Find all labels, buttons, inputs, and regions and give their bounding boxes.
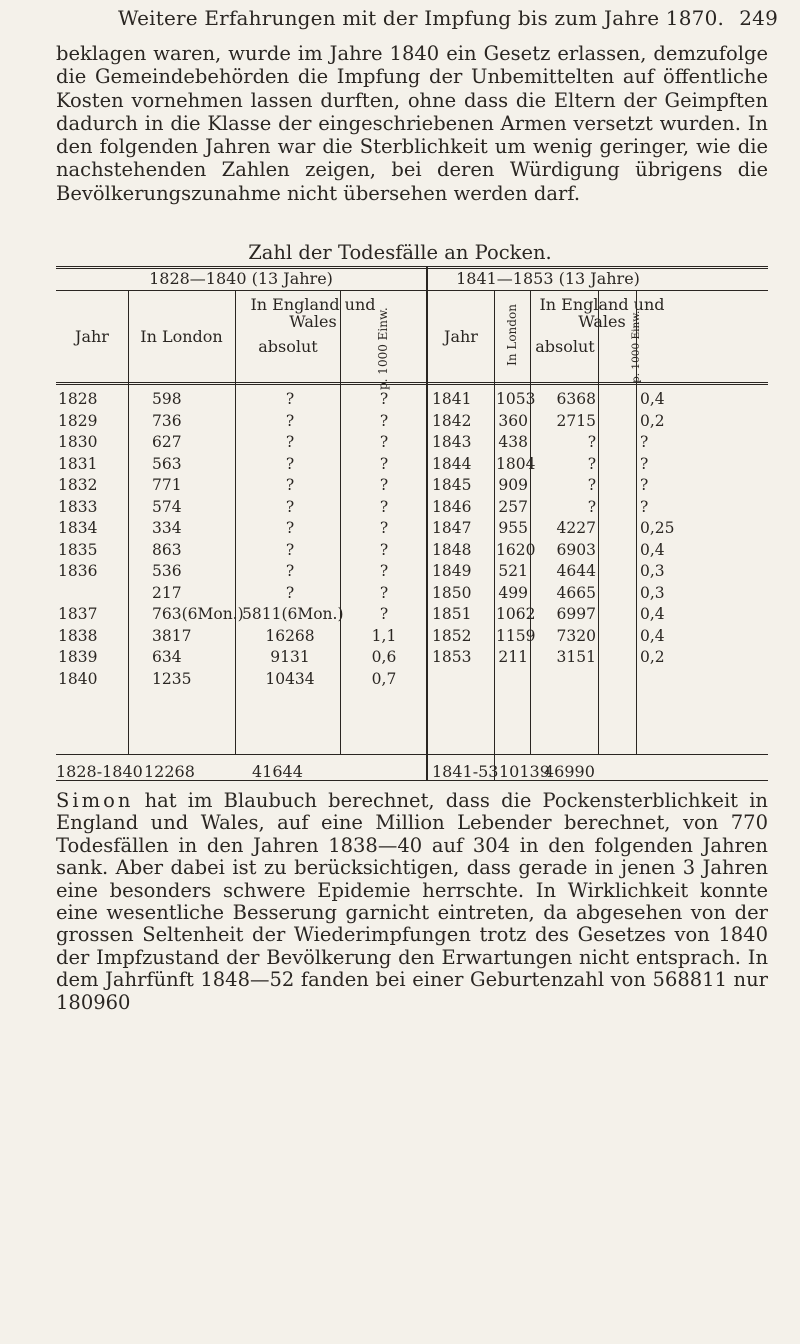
left-cell-jahr: 1837 xyxy=(58,605,98,623)
right-cell-absolut: 4644 xyxy=(556,562,596,580)
right-table-row xyxy=(56,648,768,669)
totals-left-london: 12268 xyxy=(144,762,195,781)
left-cell-pm: ? xyxy=(379,433,389,451)
left-cell-pm: ? xyxy=(379,390,389,408)
right-cell-absolut: 7320 xyxy=(556,626,596,645)
page-number: 249 xyxy=(739,6,778,30)
left-cell-london: 598 xyxy=(152,390,182,408)
col-header-england-right: In England und Wales xyxy=(539,295,665,331)
left-cell-jahr: 1828 xyxy=(58,390,98,408)
right-cell-pm: 0,2 xyxy=(640,648,665,666)
left-cell-london: 634 xyxy=(152,648,182,666)
right-cell-absolut: ? xyxy=(587,497,596,516)
totals-top-rule xyxy=(56,754,768,755)
period-header-rule xyxy=(56,290,768,291)
left-cell-london: 1235 xyxy=(152,669,192,688)
right-cell-pm: 0,3 xyxy=(640,583,665,602)
totals-left-absolut: 41644 xyxy=(252,762,303,781)
right-cell-absolut: 4227 xyxy=(556,519,596,537)
left-cell-pm: 0,6 xyxy=(371,648,397,666)
right-cell-pm: 0,3 xyxy=(640,562,665,580)
left-cell-london: 627 xyxy=(152,433,182,451)
intro-paragraph: beklagen waren, wurde im Jahre 1840 ein Gesetz erlassen, demzufolge die Gemeindebehörden die Impfung der Unbemittelten auf öffentliche Kosten vornehmen lassen durften, ohne dass die Eltern der Geimpften dadurch in die Klasse der eingeschriebenen Armen versetzt wurden. In den folgenden Jahren war die Sterblichkeit um wenig geringer, wie die nachstehenden Zahlen zeigen, bei deren Würdigung übrigens die Bevölkerungszunahme nicht übersehen werden darf. xyxy=(56,42,768,205)
right-cell-london: 909 xyxy=(498,476,528,494)
left-cell-pm: ? xyxy=(379,497,389,516)
right-cell-jahr: 1843 xyxy=(432,433,472,451)
left-cell-pm: ? xyxy=(379,540,389,559)
col-header-jahr-right: Jahr xyxy=(444,327,478,346)
right-cell-jahr: 1841 xyxy=(432,390,472,408)
right-cell-jahr: 1849 xyxy=(432,562,472,580)
left-cell-pm: 0,7 xyxy=(371,669,397,688)
left-cell-london: 863 xyxy=(152,540,182,559)
col-header-per-mille-right: p. 1000 Einw. xyxy=(630,310,642,383)
running-head-title: Weitere Erfahrungen mit der Impfung bis zum Jahre 1870. xyxy=(118,6,725,30)
right-cell-absolut: ? xyxy=(587,476,596,494)
left-cell-pm: ? xyxy=(379,476,389,494)
left-cell-absolut: ? xyxy=(285,497,295,516)
totals-right-absolut: 46990 xyxy=(544,762,595,781)
left-cell-pm: ? xyxy=(379,583,389,602)
right-cell-london: 211 xyxy=(498,648,528,666)
closing-paragraph xyxy=(56,790,768,1014)
right-cell-absolut: 2715 xyxy=(556,411,596,430)
right-cell-jahr: 1852 xyxy=(432,626,472,645)
left-cell-jahr: 1836 xyxy=(58,562,98,580)
col-header-absolut-right: absolut xyxy=(535,337,595,356)
right-cell-london: 499 xyxy=(498,583,528,602)
right-cell-pm: ? xyxy=(640,433,649,451)
closing-text: hat im Blaubuch berechnet, dass die Pockensterblichkeit in England und Wales, auf eine Million Lebender berechnet, von 770 Todesfällen in den Jahren 1838—40 auf 304 in den folgenden Jahren sank. Aber dabei ist zu berücksichtigen, dass gerade in jenen 3 Jahren eine besonders schwere Epidemie herrschte. In Wirklichkeit konnte eine wesentliche Besserung garnicht eintreten, da abgesehen von der grossen Seltenheit der Wiederimpfungen trotz des Gesetzes von 1840 der Impfzustand der Bevölkerung den Erwartungen nicht entsprach. In dem Jahrfünft 1848—52 fanden bei einer Geburtenzahl von 568811 nur 180960 xyxy=(56,789,768,1014)
left-cell-absolut: ? xyxy=(285,476,295,494)
totals-right-label: 1841-53 xyxy=(432,762,499,781)
left-cell-london: 3817 xyxy=(152,626,192,645)
right-table-row xyxy=(56,605,768,626)
right-cell-pm: 0,4 xyxy=(640,626,665,645)
left-cell-absolut: 10434 xyxy=(265,669,315,688)
smallpox-deaths-table xyxy=(56,266,768,782)
right-cell-jahr: 1844 xyxy=(432,454,472,473)
left-cell-pm: ? xyxy=(379,454,389,473)
left-cell-london: 771 xyxy=(152,476,182,494)
right-table-row xyxy=(56,498,768,519)
right-table-row xyxy=(56,433,768,454)
col-header-london-right: In London xyxy=(505,304,519,366)
col-header-london: In London xyxy=(140,327,223,346)
right-cell-london: 1804 xyxy=(496,454,536,473)
right-cell-london: 521 xyxy=(498,562,528,580)
right-cell-pm: 0,2 xyxy=(640,411,665,430)
right-cell-jahr: 1850 xyxy=(432,583,472,602)
left-cell-london: 334 xyxy=(152,519,182,537)
left-cell-pm: ? xyxy=(379,411,389,430)
left-cell-pm: 1,1 xyxy=(371,626,397,645)
right-table-row xyxy=(56,390,768,411)
right-cell-jahr: 1846 xyxy=(432,497,472,516)
left-cell-absolut: ? xyxy=(285,433,295,451)
left-cell-absolut: ? xyxy=(285,390,295,408)
left-cell-pm: ? xyxy=(379,562,389,580)
left-cell-absolut: 16268 xyxy=(265,626,315,645)
left-cell-absolut: ? xyxy=(285,540,295,559)
right-cell-london: 1620 xyxy=(496,540,536,559)
left-cell-jahr: 1840 xyxy=(58,669,98,688)
right-cell-absolut: ? xyxy=(587,433,596,451)
right-cell-jahr: 1847 xyxy=(432,519,472,537)
left-cell-absolut: 5811(6Mon.) xyxy=(242,605,344,623)
right-cell-london: 360 xyxy=(498,411,528,430)
right-cell-london: 1159 xyxy=(496,626,536,645)
right-cell-jahr: 1851 xyxy=(432,605,472,623)
right-cell-jahr: 1853 xyxy=(432,648,472,666)
right-cell-absolut: 6903 xyxy=(556,540,596,559)
right-table-row xyxy=(56,584,768,605)
col-header-per-mille: p. 1000 Einw. xyxy=(376,307,390,390)
left-cell-absolut: ? xyxy=(285,562,295,580)
totals-left-label: 1828-1840 xyxy=(56,762,143,781)
left-cell-jahr: 1839 xyxy=(58,648,98,666)
right-table-row xyxy=(56,455,768,476)
right-cell-jahr: 1848 xyxy=(432,540,472,559)
col-header-england: In England und Wales xyxy=(250,295,376,331)
left-cell-jahr: 1831 xyxy=(58,454,98,473)
right-period-header: 1841—1853 (13 Jahre) xyxy=(456,269,640,288)
right-cell-pm: ? xyxy=(640,497,649,516)
left-cell-pm: ? xyxy=(379,519,389,537)
left-cell-jahr: 1830 xyxy=(58,433,98,451)
right-table-row xyxy=(56,562,768,583)
col-header-absolut: absolut xyxy=(258,337,318,356)
left-cell-absolut: ? xyxy=(285,583,295,602)
table-caption: Zahl der Todesfälle an Pocken. xyxy=(248,241,552,264)
right-cell-london: 1053 xyxy=(496,390,536,408)
right-table-row xyxy=(56,541,768,562)
left-cell-jahr: 1833 xyxy=(58,497,98,516)
right-cell-absolut: 6368 xyxy=(556,390,596,408)
author-name: Simon xyxy=(56,789,134,812)
left-period-header: 1828—1840 (13 Jahre) xyxy=(149,269,333,288)
right-cell-pm: 0,4 xyxy=(640,540,665,559)
col-header-jahr: Jahr xyxy=(75,327,109,346)
right-cell-pm: 0,4 xyxy=(640,605,665,623)
left-cell-absolut: 9131 xyxy=(270,648,310,666)
left-cell-london: 763(6Mon.) xyxy=(152,605,244,623)
right-cell-jahr: 1845 xyxy=(432,476,472,494)
left-cell-london: 736 xyxy=(152,411,182,430)
left-cell-london: 563 xyxy=(152,454,182,473)
right-cell-absolut: ? xyxy=(587,454,596,473)
right-cell-london: 1062 xyxy=(496,605,536,623)
left-table-row xyxy=(56,670,768,691)
right-cell-london: 955 xyxy=(498,519,528,537)
left-cell-london: 217 xyxy=(152,583,182,602)
right-cell-pm: 0,25 xyxy=(640,519,675,537)
left-cell-jahr: 1834 xyxy=(58,519,98,537)
left-cell-absolut: ? xyxy=(285,411,295,430)
header-bottom-rule xyxy=(56,382,768,385)
right-table-row xyxy=(56,627,768,648)
left-cell-jahr: 1829 xyxy=(58,411,98,430)
left-cell-pm: ? xyxy=(379,605,389,623)
right-table-row xyxy=(56,476,768,497)
right-cell-pm: ? xyxy=(640,476,649,494)
right-cell-london: 438 xyxy=(498,433,528,451)
left-cell-absolut: ? xyxy=(285,454,295,473)
right-cell-absolut: 6997 xyxy=(556,605,596,623)
left-cell-absolut: ? xyxy=(285,519,295,537)
right-cell-absolut: 3151 xyxy=(556,648,596,666)
left-cell-london: 574 xyxy=(152,497,182,516)
left-cell-jahr: 1838 xyxy=(58,626,98,645)
left-cell-london: 536 xyxy=(152,562,182,580)
right-cell-pm: ? xyxy=(640,454,649,473)
right-cell-london: 257 xyxy=(498,497,528,516)
right-cell-absolut: 4665 xyxy=(556,583,596,602)
left-cell-jahr: 1832 xyxy=(58,476,98,494)
totals-right-london: 10139 xyxy=(499,762,550,781)
right-table-row xyxy=(56,519,768,540)
right-table-row xyxy=(56,412,768,433)
left-cell-jahr: 1835 xyxy=(58,540,98,559)
right-cell-pm: 0,4 xyxy=(640,390,665,408)
right-cell-jahr: 1842 xyxy=(432,411,472,430)
